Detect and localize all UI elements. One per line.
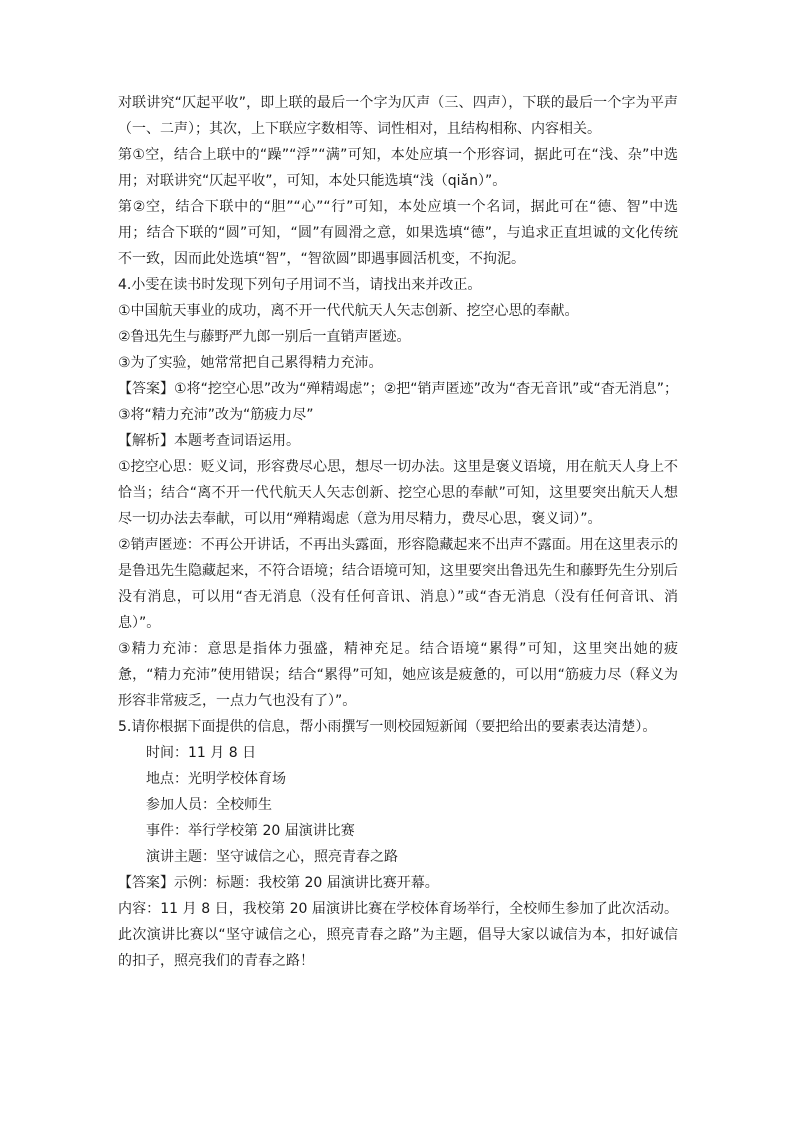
question-4-sentence-3: ③为了实验，她常常把自己累得精力充沛。 — [118, 355, 383, 371]
info-location: 地点：光明学校体育场 — [146, 771, 286, 787]
info-event: 事件：举行学校第 20 届演讲比赛 — [146, 823, 355, 839]
paragraph-blank-2: 第②空，结合下联中的“胆”“心”“行”可知，本处应填一个名词，据此可在“德、智”中选用；结合下联的“圆”可知，“圆”有圆滑之意，如果选填“德”，与追求正直坦诚的文化传统不一致，因而此处选填“智”，“智欲圆”即遇事圆活机变，不拘泥。 — [118, 199, 678, 267]
question-5-answer-title: 【答案】示例：标题：我校第 20 届演讲比赛开幕。 — [118, 875, 439, 891]
paragraph-couplet-rule: 对联讲究“仄起平收”，即上联的最后一个字为仄声（三、四声），下联的最后一个字为平声（一、二声）；其次，上下联应字数相等、词性相对，且结构相称、内容相关。 — [118, 95, 678, 137]
question-5-prompt: 5.请你根据下面提供的信息，帮小雨撰写一则校园短新闻（要把给出的要素表达清楚）。 — [118, 719, 657, 735]
analysis-item-2: ②销声匿迹：不再公开讲话，不再出头露面，形容隐藏起来不出声不露面。用在这里表示的是鲁迅先生隐藏起来，不符合语境；结合语境可知，这里要突出鲁迅先生和藤野先生分别后没有消息，可以用“杳无消息（没有任何音讯、消息）”或“杳无消息（没有任何音讯、消息）”。 — [118, 537, 678, 631]
question-4-answer: 【答案】①将“挖空心思”改为“殚精竭虑”；②把“销声匿迹”改为“杳无音讯”或“杳无消息”；③将“精力充沛”改为“筋疲力尽” — [118, 381, 678, 423]
info-theme: 演讲主题：坚守诚信之心，照亮青春之路 — [146, 849, 398, 865]
analysis-item-1: ①挖空心思：贬义词，形容费尽心思，想尽一切办法。这里是褒义语境，用在航天人身上不恰当；结合“离不开一代代航天人矢志创新、挖空心思的奉献”可知，这里要突出航天人想尽一切办法去奉献，可以用“殚精竭虑（意为用尽精力，费尽心思，褒义词）”。 — [118, 459, 678, 527]
analysis-item-3: ③精力充沛：意思是指体力强盛，精神充足。结合语境“累得”可知，这里突出她的疲惫，“精力充沛”使用错误；结合“累得”可知，她应该是疲惫的，可以用“筋疲力尽（释义为形容非常疲乏，一点力气也没有了）”。 — [118, 641, 678, 709]
question-4-prompt: 4.小雯在读书时发现下列句子用词不当，请找出来并改正。 — [118, 277, 482, 293]
info-participants: 参加人员：全校师生 — [146, 797, 272, 813]
question-4-analysis-header: 【解析】本题考查词语运用。 — [118, 433, 300, 449]
paragraph-blank-1: 第①空，结合上联中的“躁”“浮”“满”可知，本处应填一个形容词，据此可在“浅、杂”中选用；对联讲究“仄起平收”，可知，本处只能选填“浅（qiǎn）”。 — [118, 147, 678, 189]
question-4-sentence-2: ②鲁迅先生与藤野严九郎一别后一直销声匿迹。 — [118, 329, 411, 345]
question-4-sentence-1: ①中国航天事业的成功，离不开一代代航天人矢志创新、挖空心思的奉献。 — [118, 303, 579, 319]
info-time: 时间：11 月 8 日 — [146, 745, 257, 761]
question-5-answer-content: 内容：11 月 8 日，我校第 20 届演讲比赛在学校体育场举行，全校师生参加了此次活动。此次演讲比赛以“坚守诚信之心，照亮青春之路”为主题，倡导大家以诚信为本，扣好诚信的扣子，照亮我们的青春之路！ — [118, 901, 678, 969]
document-body — [118, 90, 678, 974]
